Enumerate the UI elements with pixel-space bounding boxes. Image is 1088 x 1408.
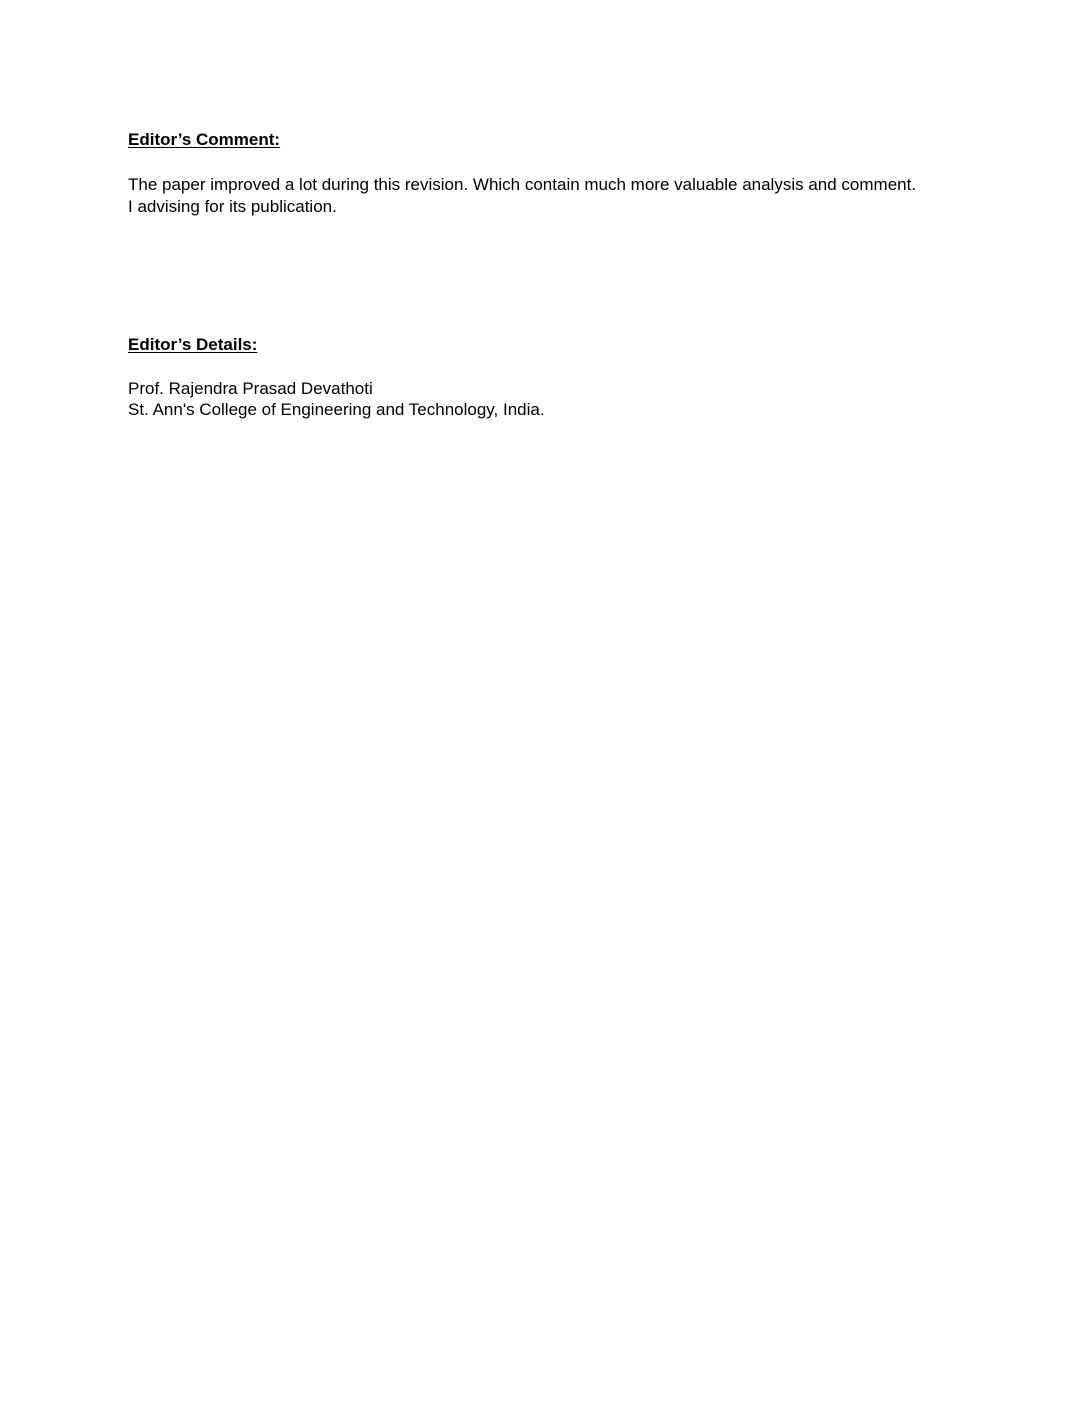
editor-name: Prof. Rajendra Prasad Devathoti: [128, 379, 373, 398]
editors-details-heading: Editor’s Details:: [128, 335, 258, 354]
editors-comment-heading: Editor’s Comment:: [128, 130, 281, 149]
editor-affiliation: St. Ann's College of Engineering and Technology, India.: [128, 400, 545, 419]
editors-comment-text-line: The paper improved a lot during this revision. Which contain much more valuable analysis and comment.: [128, 175, 917, 194]
editors-comment-text-line: I advising for its publication.: [128, 197, 337, 216]
